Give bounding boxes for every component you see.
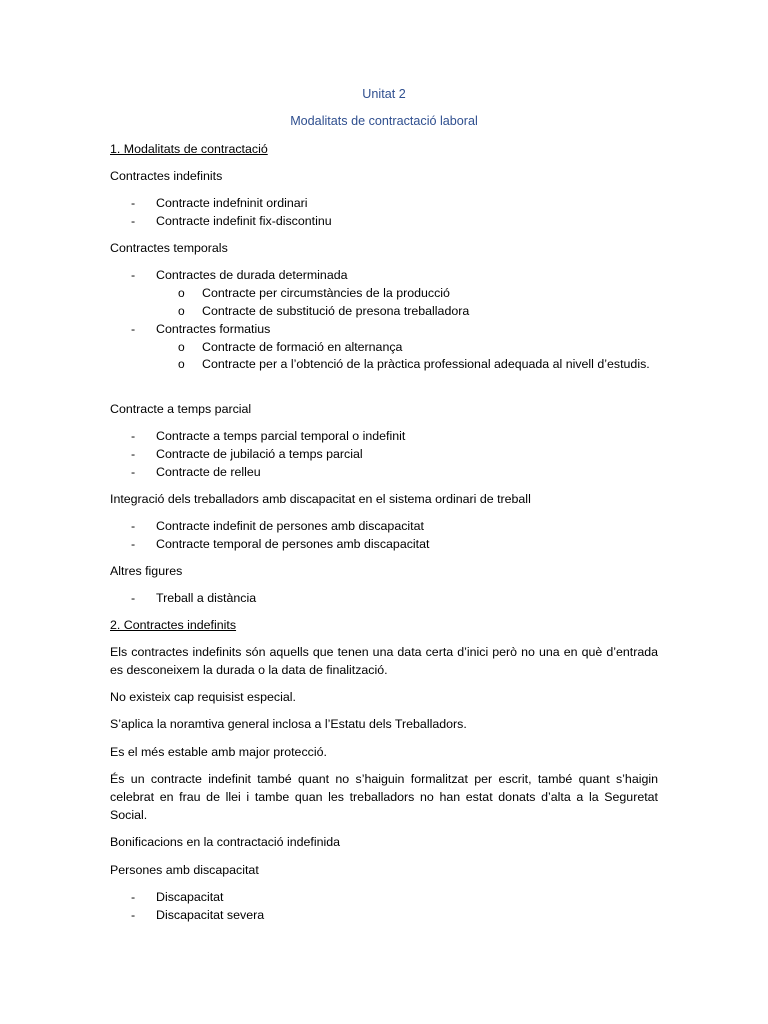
dash-marker: - — [131, 429, 136, 443]
temporals-label: Contractes temporals — [110, 241, 228, 255]
paragraph: És un contracte indefinit també quant no s’haiguin formalitzat per escrit, també quant s’haigin celebrat en frau de llei i tambe quan les treballadors no han estat donats d’alta a la Seguretat Social. — [110, 772, 658, 822]
bonificacions-label: Bonificacions en la contractació indefinida — [110, 835, 341, 849]
sub-list-item: Contracte per circumstàncies de la producció — [202, 286, 450, 300]
paragraph: S’aplica la noramtiva general inclosa a l’Estatu dels Treballadors. — [110, 717, 467, 731]
circle-marker: o — [178, 357, 185, 371]
paragraph: No existeix cap requisist especial. — [110, 690, 296, 704]
sub-list-item: Contracte de substitució de presona treballadora — [202, 304, 470, 318]
dash-marker: - — [131, 268, 136, 282]
dash-marker: - — [131, 465, 136, 479]
list-item: Contracte indefninit ordinari — [156, 196, 308, 210]
dash-marker: - — [131, 890, 136, 904]
circle-marker: o — [178, 286, 185, 300]
list-item: Discapacitat severa — [156, 908, 265, 922]
sub-list-item: Contracte per a l’obtenció de la pràctica professional adequada al nivell d’estudis. — [202, 357, 650, 371]
list-item: Contractes de durada determinada — [156, 268, 348, 282]
list-item: Contracte indefinit fix-discontinu — [156, 214, 332, 228]
dash-marker: - — [131, 322, 136, 336]
list-item: Contracte a temps parcial temporal o indefinit — [156, 429, 406, 443]
integracio-label: Integració dels treballadors amb discapacitat en el sistema ordinari de treball — [110, 492, 531, 506]
section1-heading: 1. Modalitats de contractació — [110, 142, 268, 156]
dash-marker: - — [131, 214, 136, 228]
paragraph: Es el més estable amb major protecció. — [110, 745, 327, 759]
dash-marker: - — [131, 591, 136, 605]
dash-marker: - — [131, 196, 136, 210]
persones-label: Persones amb discapacitat — [110, 863, 259, 877]
list-item: Contractes formatius — [156, 322, 271, 336]
list-item: Treball a distància — [156, 591, 257, 605]
dash-marker: - — [131, 519, 136, 533]
unit-title: Unitat 2 — [362, 87, 406, 101]
dash-marker: - — [131, 447, 136, 461]
circle-marker: o — [178, 340, 185, 354]
indefinits-label: Contractes indefinits — [110, 169, 223, 183]
section2-heading: 2. Contractes indefinits — [110, 618, 237, 632]
list-item: Discapacitat — [156, 890, 224, 904]
paragraph: Els contractes indefinits són aquells que tenen una data certa d’inici però no una en què d’entrada es desconeixem la durada o la data de finalització. — [110, 645, 658, 677]
document-subtitle: Modalitats de contractació laboral — [290, 114, 478, 128]
list-item: Contracte indefinit de persones amb discapacitat — [156, 519, 424, 533]
list-item: Contracte temporal de persones amb discapacitat — [156, 537, 430, 551]
dash-marker: - — [131, 537, 136, 551]
list-item: Contracte de relleu — [156, 465, 261, 479]
altres-label: Altres figures — [110, 564, 183, 578]
circle-marker: o — [178, 304, 185, 318]
list-item: Contracte de jubilació a temps parcial — [156, 447, 363, 461]
dash-marker: - — [131, 908, 136, 922]
sub-list-item: Contracte de formació en alternança — [202, 340, 403, 354]
parcial-label: Contracte a temps parcial — [110, 402, 252, 416]
